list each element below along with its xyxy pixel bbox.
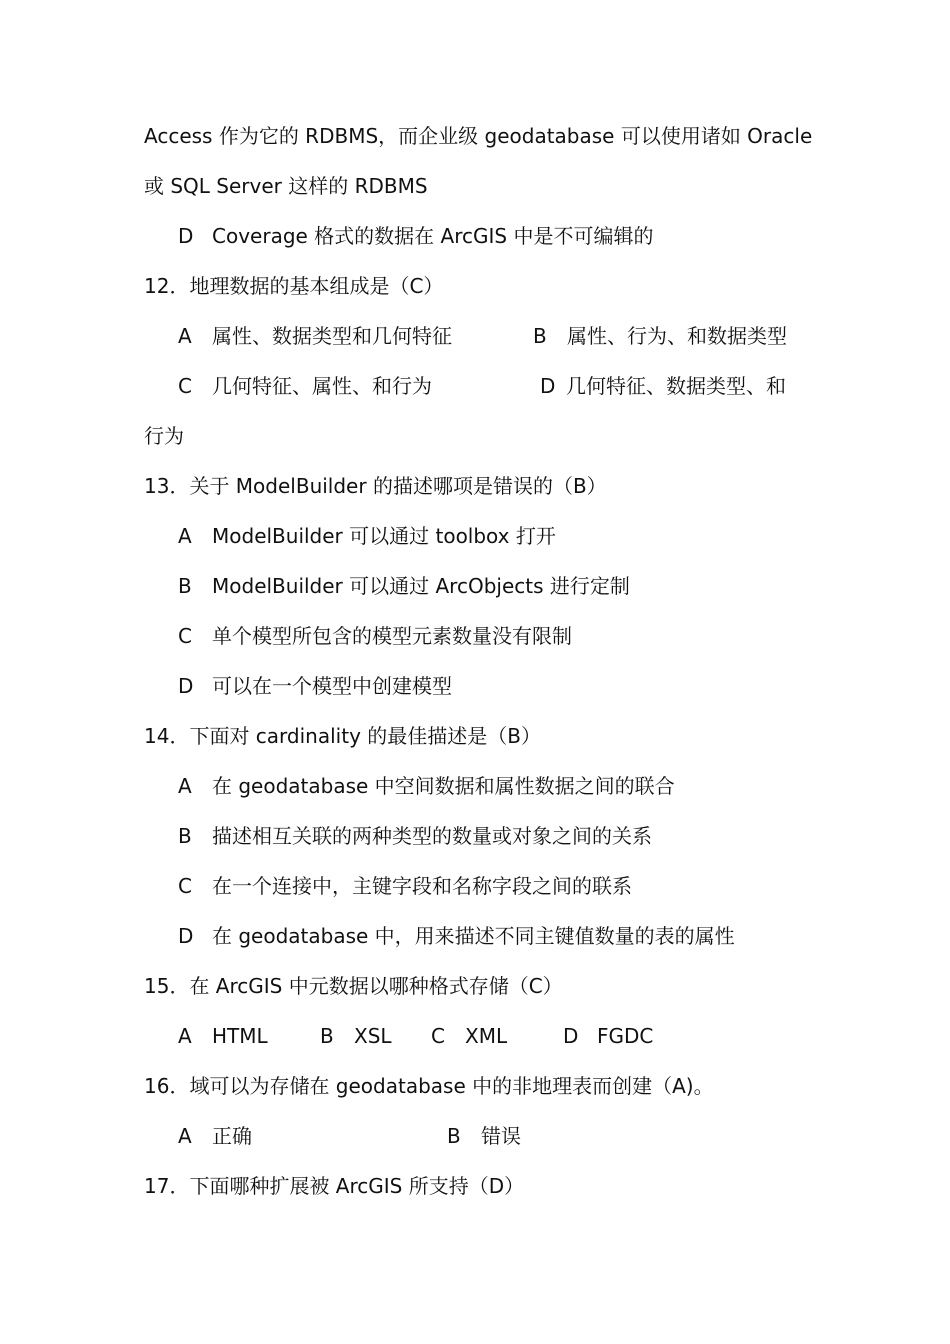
option-d: [540, 374, 786, 398]
option-letter: A: [178, 524, 192, 548]
paragraph-line: 或 SQL Server 这样的 RDBMS: [144, 174, 428, 198]
option-letter: B: [447, 1124, 461, 1148]
option-letter: C: [178, 374, 192, 398]
option-text: 在 geodatabase 中，用来描述不同主键值数量的表的属性: [212, 924, 735, 948]
option-d: [563, 1024, 653, 1048]
option-letter: B: [320, 1024, 334, 1048]
option-letter: C: [178, 624, 192, 648]
option-text: 几何特征、属性、和行为: [212, 374, 432, 398]
option-letter: B: [533, 324, 547, 348]
paragraph-line: Access 作为它的 RDBMS，而企业级 geodatabase 可以使用诸如 Oracle: [144, 124, 813, 148]
option-b: [320, 1024, 392, 1048]
option-letter: A: [178, 1024, 192, 1048]
option-letter: A: [178, 324, 192, 348]
option-a: [178, 1024, 268, 1048]
question-16-stem: 16．域可以为存储在 geodatabase 中的非地理表而创建（A)。: [144, 1074, 714, 1098]
option-a: [178, 1124, 252, 1148]
question-12-stem: 12．地理数据的基本组成是（C）: [144, 274, 444, 298]
question-15-stem: 15．在 ArcGIS 中元数据以哪种格式存储（C）: [144, 974, 563, 998]
option-b: [533, 324, 787, 348]
option-d: [178, 674, 452, 698]
option-text: 在 geodatabase 中空间数据和属性数据之间的联合: [212, 774, 675, 798]
option-text: ModelBuilder 可以通过 ArcObjects 进行定制: [212, 574, 630, 598]
option-text: FGDC: [597, 1024, 654, 1048]
option-text: ModelBuilder 可以通过 toolbox 打开: [212, 524, 556, 548]
option-b: [178, 574, 630, 598]
option-text: 在一个连接中，主键字段和名称字段之间的联系: [212, 874, 632, 898]
option-d-continuation: 行为: [144, 424, 184, 448]
option-a: [178, 324, 452, 348]
option-text: XSL: [354, 1024, 392, 1048]
question-14-stem: 14．下面对 cardinality 的最佳描述是（B）: [144, 724, 541, 748]
option-text: Coverage 格式的数据在 ArcGIS 中是不可编辑的: [212, 224, 654, 248]
option-letter: D: [540, 374, 556, 398]
option-letter: C: [431, 1024, 445, 1048]
option-d: [178, 224, 653, 248]
option-text: 可以在一个模型中创建模型: [212, 674, 452, 698]
option-c: [178, 624, 572, 648]
question-17-stem: 17．下面哪种扩展被 ArcGIS 所支持（D）: [144, 1174, 525, 1198]
option-text: HTML: [212, 1024, 268, 1048]
option-c: [431, 1024, 507, 1048]
option-b: [178, 824, 652, 848]
option-a: [178, 524, 556, 548]
option-text: XML: [465, 1024, 508, 1048]
option-text: 单个模型所包含的模型元素数量没有限制: [212, 624, 572, 648]
option-a: [178, 774, 675, 798]
option-c: [178, 374, 432, 398]
option-letter: C: [178, 874, 192, 898]
option-letter: D: [178, 674, 194, 698]
option-letter: D: [178, 224, 194, 248]
option-letter: D: [178, 924, 194, 948]
option-letter: A: [178, 1124, 192, 1148]
option-text: 几何特征、数据类型、和: [566, 374, 786, 398]
option-letter: B: [178, 824, 192, 848]
option-b: [447, 1124, 521, 1148]
option-text: 属性、数据类型和几何特征: [212, 324, 452, 348]
option-letter: A: [178, 774, 192, 798]
option-text: 描述相互关联的两种类型的数量或对象之间的关系: [212, 824, 652, 848]
option-d: [178, 924, 735, 948]
option-letter: B: [178, 574, 192, 598]
option-text: 错误: [481, 1124, 521, 1148]
option-text: 属性、行为、和数据类型: [567, 324, 787, 348]
option-letter: D: [563, 1024, 579, 1048]
option-text: 正确: [212, 1124, 252, 1148]
question-13-stem: 13．关于 ModelBuilder 的描述哪项是错误的（B）: [144, 474, 607, 498]
option-c: [178, 874, 632, 898]
